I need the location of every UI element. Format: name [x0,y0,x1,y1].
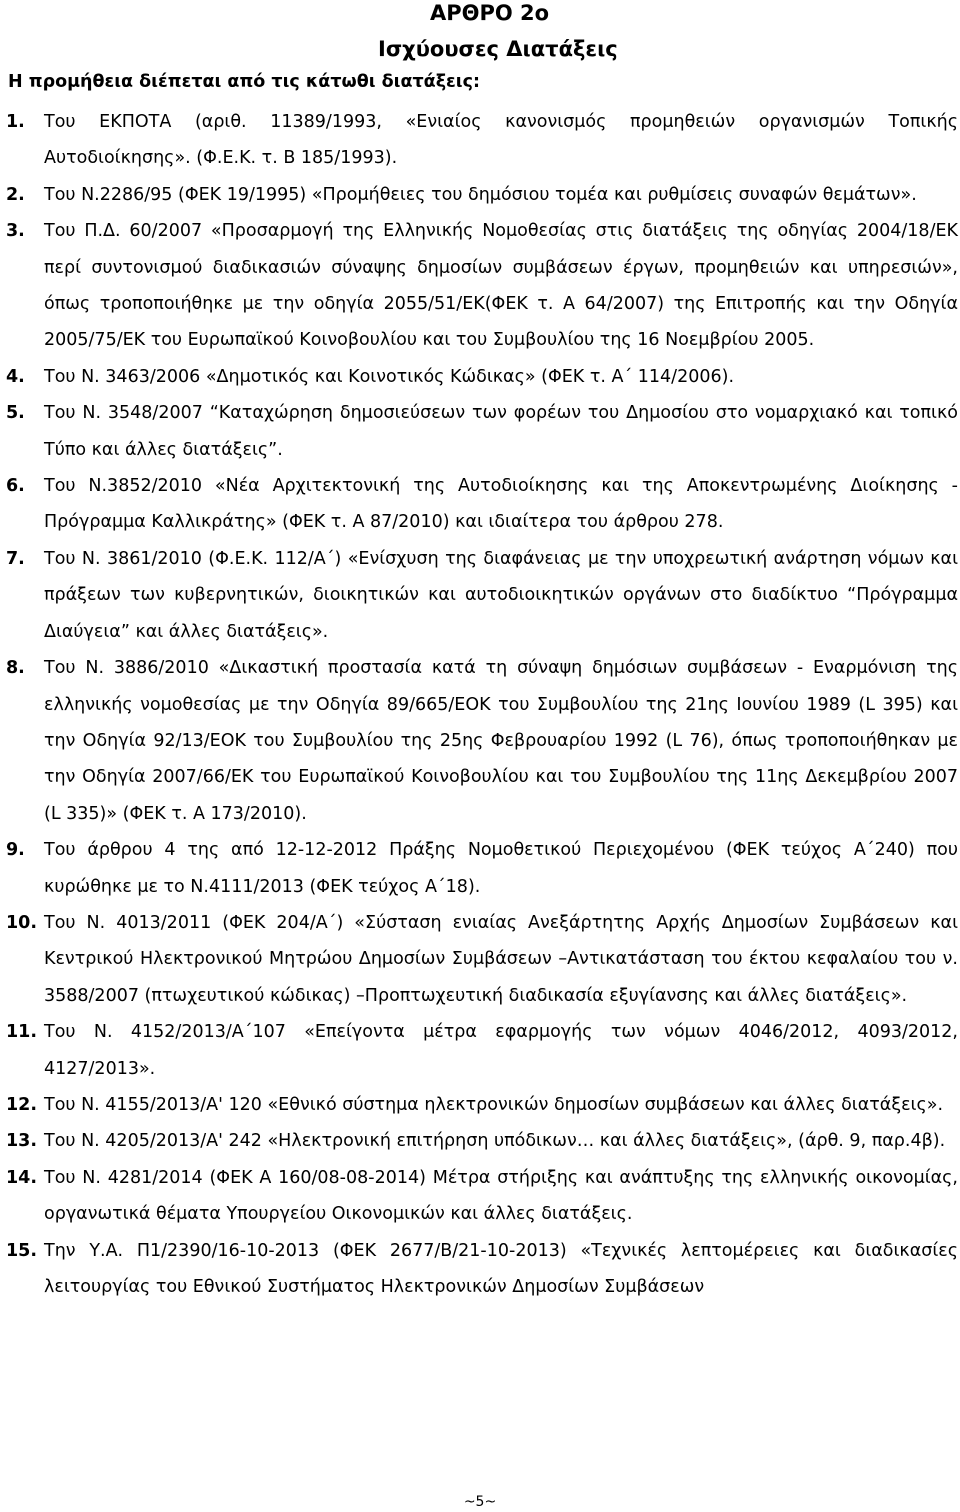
item-number: 14. [6,1167,38,1188]
list-item [6,395,958,468]
item-number: 8. [6,658,25,679]
item-text: Την Υ.Α. Π1/2390/16-10-2013 (ΦΕΚ 2677/Β/21-10-2013) «Τεχνικές λεπτομέρειες και διαδικασίες λειτουργίας του Εθνικού Συστήματος Ηλεκτρονικών Δημοσίων Συμβάσεων [44,1240,958,1297]
item-number: 1. [6,112,25,132]
item-number: 4. [6,366,25,387]
list-item [6,832,958,905]
list-item [6,905,958,1014]
intro-sentence: Η προμήθεια διέπεται από τις κάτωθι διατάξεις: [8,72,480,92]
item-number: 11. [6,1022,38,1043]
item-text: Του Π.Δ. 60/2007 «Προσαρμογή της Ελληνικής Νομοθεσίας στις διατάξεις της οδηγίας 2004/18/ΕΚ περί συντονισμού διαδικασιών σύναψης δημοσίων συμβάσεων έργων, προμηθειών και υπηρεσιών», όπως τροποποιήθηκε με την οδηγία 2055/51/ΕΚ(ΦΕΚ τ. Α 64/2007) της Επιτροπής και την Οδηγία 2005/75/ΕΚ του Ευρωπαϊκού Κοινοβουλίου και του Συμβουλίου της 16 Νοεμβρίου 2005. [44,221,958,351]
list-item [6,359,958,395]
item-number: 10. [6,912,38,933]
list-item [6,541,958,650]
provisions-list [6,104,958,1305]
item-text: Του Ν. 4205/2013/Α' 242 «Ηλεκτρονική επιτήρηση υπόδικων… και άλλες διατάξεις», (άρθ. 9, παρ.4β). [44,1131,946,1152]
item-number: 13. [6,1131,38,1152]
item-number: 12. [6,1094,38,1115]
item-number: 9. [6,840,25,861]
list-item [6,650,958,832]
article-heading: ΑΡΘΡΟ 2ο [430,1,550,25]
list-item [6,1123,958,1159]
item-text: Του Ν. 3861/2010 (Φ.Ε.Κ. 112/Α΄) «Ενίσχυση της διαφάνειας με την υποχρεωτική ανάρτηση νόμων και πράξεων των κυβερνητικών, διοικητικών και αυτοδιοικητικών οργάνων στο διαδίκτυο “Πρόγραμμα Διαύγεια” και άλλες διατάξεις». [44,548,958,642]
item-text: Του Ν. 3548/2007 “Καταχώρηση δημοσιεύσεων των φορέων του Δημοσίου στο νομαρχιακό και τοπικό Τύπο και άλλες διατάξεις”. [44,403,958,460]
list-item [6,468,958,541]
item-number: 2. [6,184,25,205]
item-number: 3. [6,221,25,242]
item-text: Του άρθρου 4 της από 12-12-2012 Πράξης Νομοθετικού Περιεχομένου (ΦΕΚ τεύχος Α΄240) που κυρώθηκε με το Ν.4111/2013 (ΦΕΚ τεύχος Α΄18). [44,840,958,897]
item-text: Του ΕΚΠΟΤΑ (αριθ. 11389/1993, «Ενιαίος κανονισμός προμηθειών οργανισμών Τοπικής Αυτοδιοίκησης». (Φ.Ε.Κ. τ. Β 185/1993). [44,112,958,169]
list-item [6,1233,958,1306]
item-number: 5. [6,403,25,424]
list-item [6,177,958,213]
item-text: Του Ν.3852/2010 «Νέα Αρχιτεκτονική της Αυτοδιοίκησης και της Αποκεντρωμένης Διοίκησης - Πρόγραμμα Καλλικράτης» (ΦΕΚ τ. Α 87/2010) και ιδιαίτερα του άρθρου 278. [44,476,958,533]
list-item [6,1160,958,1233]
item-text: Του Ν. 3463/2006 «Δημοτικός και Κοινοτικός Κώδικας» (ΦΕΚ τ. Α΄ 114/2006). [44,366,735,387]
list-item [6,213,958,359]
item-number: 7. [6,548,25,569]
list-item [6,104,958,177]
item-number: 6. [6,476,25,497]
item-text: Του Ν. 3886/2010 «Δικαστική προστασία κατά τη σύναψη δημόσιων συμβάσεων - Εναρμόνιση της ελληνικής νομοθεσίας με την Οδηγία 89/665/ΕΟΚ του Συμβουλίου της 21ης Ιουνίου 1989 (L 395) και την Οδηγία 92/13/ΕΟΚ του Συμβουλίου της 25ης Φεβρουαρίου 1992 (L 76), όπως τροποποιήθηκαν με την Οδηγία 2007/66/ΕΚ του Ευρωπαϊκού Κοινοβουλίου και του Συμβουλίου της 11ης Δεκεμβρίου 2007 (L 335)» (ΦΕΚ τ. Α 173/2010). [44,658,958,824]
page-number: ~5~ [463,1494,497,1510]
item-text: Του Ν. 4013/2011 (ΦΕΚ 204/Α΄) «Σύσταση ενιαίας Ανεξάρτητης Αρχής Δημοσίων Συμβάσεων και Κεντρικού Ηλεκτρονικού Μητρώου Δημοσίων Συμβάσεων –Αντικατάσταση του έκτου κεφαλαίου του ν. 3588/2007 (πτωχευτικού κώδικας) –Προπτωχευτική διαδικασία εξυγίανσης και άλλες διατάξεις». [44,912,958,1006]
section-subtitle: Ισχύουσες Διατάξεις [378,37,618,61]
item-text: Του Ν. 4155/2013/Α' 120 «Εθνικό σύστημα ηλεκτρονικών δημοσίων συμβάσεων και άλλες διατάξεις». [44,1094,944,1115]
item-text: Του Ν.2286/95 (ΦΕΚ 19/1995) «Προμήθειες του δημόσιου τομέα και ρυθμίσεις συναφών θεμάτων». [44,184,917,205]
list-item [6,1087,958,1123]
item-text: Του Ν. 4281/2014 (ΦΕΚ Α 160/08-08-2014) Μέτρα στήριξης και ανάπτυξης της ελληνικής οικονομίας, οργανωτικά θέματα Υπουργείου Οικονομικών και άλλες διατάξεις. [44,1167,958,1225]
list-item [6,1014,958,1087]
item-number: 15. [6,1240,38,1261]
item-text: Του Ν. 4152/2013/Α΄107 «Επείγοντα μέτρα εφαρμογής των νόμων 4046/2012, 4093/2012, 4127/2013». [44,1022,958,1079]
